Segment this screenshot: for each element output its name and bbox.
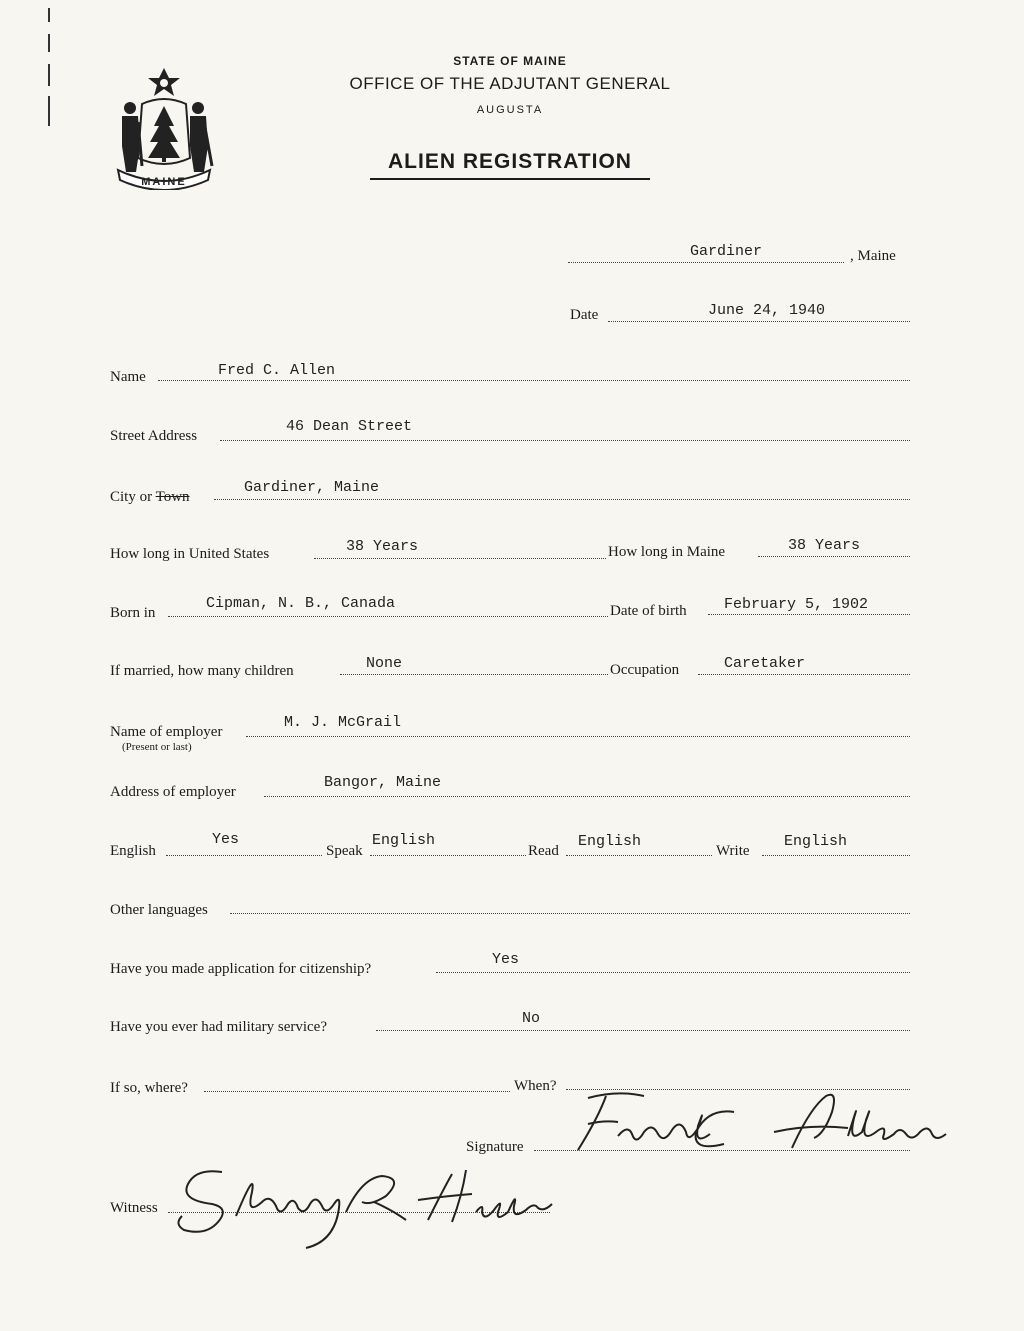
signature-handwriting	[548, 1088, 948, 1158]
how-long-maine-label: How long in Maine	[608, 544, 726, 560]
svg-text:MAINE: MAINE	[141, 176, 187, 188]
write-label: Write	[716, 843, 750, 859]
occupation-label: Occupation	[610, 662, 680, 678]
occupation-value: Caretaker	[724, 655, 806, 672]
born-in-value: Cipman, N. B., Canada	[206, 595, 396, 612]
english-value: Yes	[212, 831, 240, 848]
date-label: Date	[570, 307, 599, 323]
other-languages-label: Other languages	[110, 902, 208, 918]
military-label: Have you ever had military service?	[110, 1019, 327, 1035]
employer-name-value: M. J. McGrail	[284, 714, 402, 731]
citizenship-value: Yes	[492, 951, 520, 968]
scan-edge-mark	[48, 64, 50, 86]
employer-name-sublabel: (Present or last)	[122, 741, 192, 753]
maine-state-seal	[112, 66, 216, 190]
english-line	[166, 855, 322, 856]
children-value: None	[366, 655, 403, 672]
children-label: If married, how many children	[110, 663, 294, 679]
signature-label: Signature	[466, 1139, 524, 1155]
employer-address-line	[264, 796, 910, 797]
header-city: AUGUSTA	[476, 104, 544, 116]
date-value: June 24, 1940	[708, 302, 826, 319]
write-line	[762, 855, 910, 856]
speak-label: Speak	[326, 843, 363, 859]
header-office: OFFICE OF THE ADJUTANT GENERAL	[349, 74, 671, 93]
place-value: Gardiner	[690, 243, 763, 260]
street-address-value: 46 Dean Street	[286, 418, 413, 435]
employer-name-line	[246, 736, 910, 737]
employer-name-label: Name of employer	[110, 724, 223, 740]
street-address-line	[220, 440, 910, 441]
how-long-maine-value: 38 Years	[788, 537, 861, 554]
scan-edge-mark	[48, 96, 50, 126]
title-underline	[370, 178, 650, 180]
how-long-us-value: 38 Years	[346, 538, 419, 555]
scan-edge-mark	[48, 8, 50, 22]
children-line	[340, 674, 608, 675]
where-line	[204, 1091, 510, 1092]
witness-label: Witness	[110, 1200, 158, 1216]
occupation-line	[698, 674, 910, 675]
military-line	[376, 1030, 910, 1031]
citizenship-line	[436, 972, 910, 973]
name-value: Fred C. Allen	[218, 362, 336, 379]
city-value: Gardiner, Maine	[244, 479, 380, 496]
form-title: ALIEN REGISTRATION	[388, 150, 632, 173]
employer-address-value: Bangor, Maine	[324, 774, 442, 791]
where-label: If so, where?	[110, 1080, 188, 1096]
place-line	[568, 262, 844, 263]
read-line	[566, 855, 712, 856]
name-line	[158, 380, 910, 381]
header-state: STATE OF MAINE	[453, 54, 567, 68]
place-suffix: , Maine	[850, 248, 896, 264]
scan-edge-mark	[48, 34, 50, 52]
how-long-us-line	[314, 558, 606, 559]
date-of-birth-label: Date of birth	[610, 603, 687, 619]
read-value: English	[578, 833, 642, 850]
military-value: No	[522, 1010, 541, 1027]
read-label: Read	[528, 843, 559, 859]
date-of-birth-value: February 5, 1902	[724, 596, 869, 613]
born-in-line	[168, 616, 608, 617]
speak-value: English	[372, 832, 436, 849]
name-label: Name	[110, 369, 146, 385]
born-in-label: Born in	[110, 605, 156, 621]
date-line	[608, 321, 910, 322]
speak-line	[370, 855, 526, 856]
city-line	[214, 499, 910, 500]
other-languages-line	[230, 913, 910, 914]
date-of-birth-line	[708, 614, 910, 615]
english-label: English	[110, 843, 156, 859]
street-address-label: Street Address	[110, 428, 198, 444]
write-value: English	[784, 833, 848, 850]
city-label: City or Town	[110, 489, 190, 505]
employer-address-label: Address of employer	[110, 784, 236, 800]
how-long-us-label: How long in United States	[110, 546, 270, 562]
citizenship-label: Have you made application for citizenship?	[110, 961, 372, 977]
witness-handwriting	[166, 1150, 556, 1250]
how-long-maine-line	[758, 556, 910, 557]
when-label: When?	[514, 1078, 557, 1094]
